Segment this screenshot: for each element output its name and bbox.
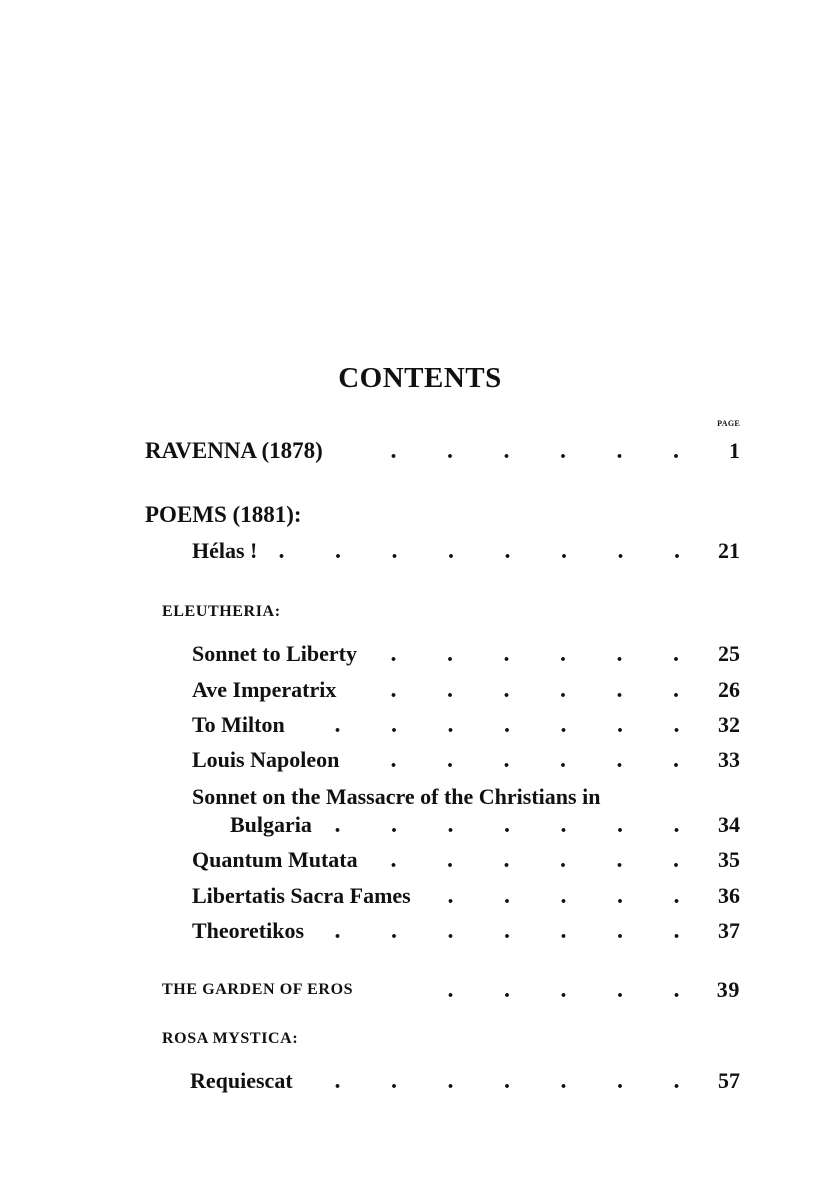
leader-dots: . . . . . . .: [334, 812, 680, 838]
toc-entry-title: Quantum Mutata: [192, 847, 358, 872]
toc-entry-sonnet-massacre[interactable]: [0, 810, 840, 840]
leader-dots: . . . . . . .: [334, 712, 680, 738]
toc-entry-garden-of-eros[interactable]: [0, 975, 840, 1005]
toc-entry-page: 37: [718, 918, 740, 943]
toc-entry-theoretikos[interactable]: [0, 916, 840, 946]
toc-entry-ravenna[interactable]: [0, 436, 840, 466]
toc-entry-ave-imperatrix[interactable]: [0, 675, 840, 705]
toc-entry-page: 39: [716, 977, 740, 1002]
toc-entry-title: Ave Imperatrix: [192, 677, 337, 702]
toc-entry-title: To Milton: [192, 712, 285, 737]
section-heading-rosa-mystica: ROSA MYSTICA:: [162, 1030, 299, 1047]
toc-entry-sonnet-massacre-title: Sonnet on the Massacre of the Christians in: [192, 784, 601, 809]
leader-dots: . . . . . .: [390, 847, 679, 873]
section-heading-eleutheria: ELEUTHERIA:: [162, 603, 281, 620]
toc-entry-title: RAVENNA (1878): [145, 438, 323, 463]
leader-dots: . . . . .: [447, 977, 680, 1003]
leader-dots: . . . . . .: [390, 747, 679, 773]
leader-dots: . . . . . .: [390, 438, 679, 464]
toc-entry-title: Sonnet to Liberty: [192, 641, 357, 666]
toc-entry-title: Requiescat: [190, 1068, 293, 1093]
leader-dots: . . . . . .: [390, 677, 679, 703]
section-heading-poems: POEMS (1881):: [145, 502, 302, 527]
toc-entry-louis-napoleon[interactable]: [0, 745, 840, 775]
toc-entry-page: 35: [718, 847, 740, 872]
leader-dots: . . . . . . . .: [278, 538, 680, 564]
leader-dots: . . . . .: [447, 883, 680, 909]
page-title: CONTENTS: [338, 362, 502, 394]
toc-entry-requiescat[interactable]: [0, 1066, 840, 1096]
toc-entry-page: 33: [718, 747, 740, 772]
toc-entry-page: 34: [718, 812, 740, 837]
page-column-label: PAGE: [717, 419, 740, 428]
toc-entry-title: Louis Napoleon: [192, 747, 340, 772]
toc-entry-to-milton[interactable]: [0, 710, 840, 740]
toc-entry-title: Hélas !: [192, 538, 258, 563]
toc-entry-page: 21: [718, 538, 740, 563]
toc-entry-quantum-mutata[interactable]: [0, 845, 840, 875]
toc-entry-title: THE GARDEN OF EROS: [162, 981, 354, 998]
toc-entry-title-continued: Bulgaria: [230, 812, 312, 837]
toc-entry-title: Libertatis Sacra Fames: [192, 883, 411, 908]
toc-entry-libertatis-sacra-fames[interactable]: [0, 881, 840, 911]
toc-entry-page: 36: [718, 883, 740, 908]
toc-entry-page: 32: [718, 712, 740, 737]
toc-entry-page: 25: [718, 641, 740, 666]
leader-dots: . . . . . .: [390, 641, 679, 667]
leader-dots: . . . . . . .: [334, 918, 680, 944]
toc-entry-page: 26: [718, 677, 740, 702]
toc-entry-page: 1: [729, 438, 740, 463]
toc-entry-helas[interactable]: [0, 536, 840, 566]
toc-entry-sonnet-to-liberty[interactable]: [0, 639, 840, 669]
toc-entry-page: 57: [718, 1068, 740, 1093]
toc-entry-title: Theoretikos: [192, 918, 305, 943]
leader-dots: . . . . . . .: [334, 1068, 680, 1094]
